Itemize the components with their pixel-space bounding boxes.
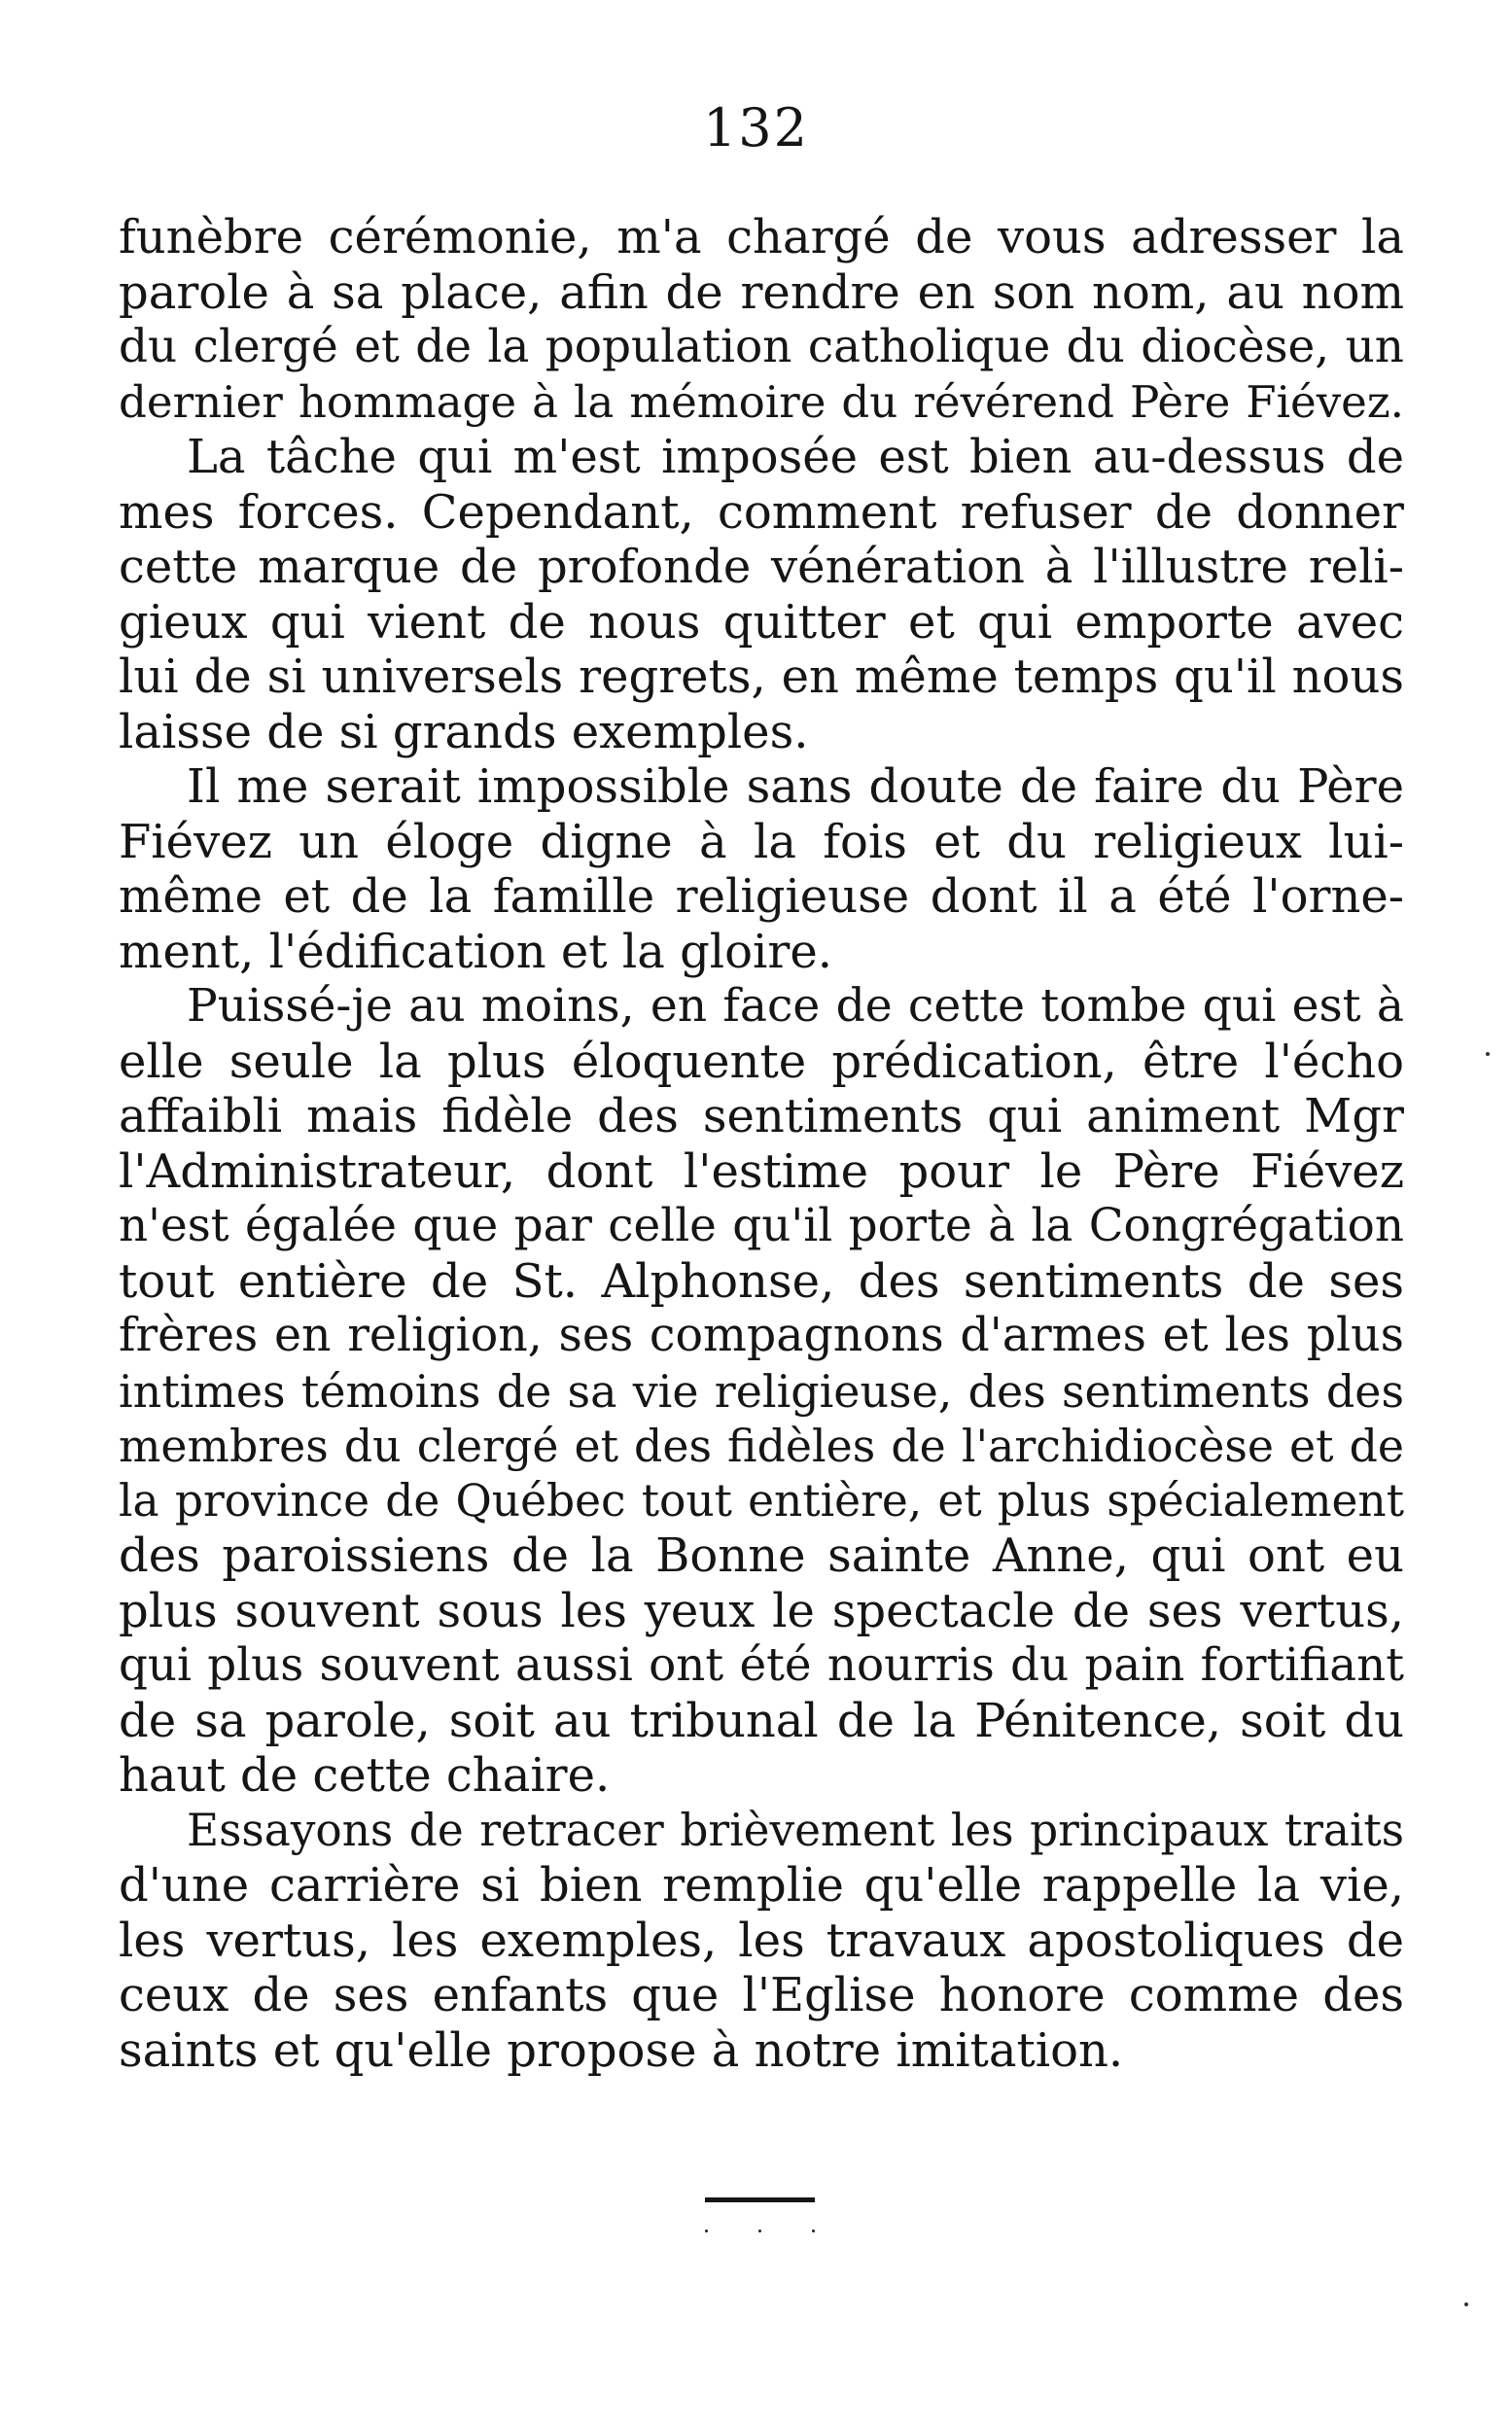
text-line: La tâche qui m'est imposée est bien au-dessus de xyxy=(187,430,1404,484)
text-line: plus souvent sous les yeux le spectacle de ses vertus, xyxy=(119,1583,1404,1638)
text-line: tout entière de St. Alphonse, des sentiments de ses xyxy=(119,1253,1404,1309)
text-line: laisse de si grands exemples. xyxy=(119,704,809,759)
text-line: du clergé et de la population catholique du diocèse, un xyxy=(119,320,1404,373)
print-specks xyxy=(705,2230,815,2233)
text-line: la province de Québec tout entière, et plus spécialement xyxy=(119,1474,1404,1527)
margin-speck xyxy=(1486,1052,1490,1056)
text-line: Il me serait impossible sans doute de faire du Père xyxy=(187,759,1404,814)
text-line: ceux de ses enfants que l'Eglise honore comme des xyxy=(119,1968,1404,2022)
text-line: ment, l'édification et la gloire. xyxy=(119,924,833,979)
text-line: Fiévez un éloge digne à la fois et du religieux lui- xyxy=(119,814,1404,869)
text-line: l'Administrateur, dont l'estime pour le Père Fiévez xyxy=(119,1143,1404,1199)
text-line: de sa parole, soit au tribunal de la Pénitence, soit du xyxy=(119,1693,1404,1748)
text-line: Essayons de retracer brièvement les principaux traits xyxy=(187,1804,1404,1856)
text-line: Puissé-je au moins, en face de cette tombe qui est à xyxy=(187,979,1404,1033)
text-line: n'est égalée que par celle qu'il porte à la Congrégation xyxy=(119,1200,1404,1252)
margin-speck xyxy=(1464,2302,1468,2306)
text-line: parole à sa place, afin de rendre en son nom, au nom xyxy=(119,264,1404,320)
text-line: haut de cette chaire. xyxy=(119,1748,611,1803)
text-line: d'une carrière si bien remplie qu'elle rappelle la vie, xyxy=(119,1858,1404,1913)
text-line: cette marque de profonde vénération à l'illustre reli- xyxy=(119,540,1404,594)
print-speck xyxy=(758,2230,761,2232)
text-line: mes forces. Cependant, comment refuser de donner xyxy=(119,484,1404,540)
text-line: affaibli mais fidèle des sentiments qui animent Mgr xyxy=(119,1089,1404,1143)
text-line: les vertus, les exemples, les travaux apostoliques de xyxy=(119,1913,1404,1968)
text-line: membres du clergé et des fidèles de l'archidiocèse et de xyxy=(119,1420,1404,1472)
text-line: même et de la famille religieuse dont il a été l'orne- xyxy=(119,869,1404,924)
body-text xyxy=(119,210,1404,2078)
text-line: qui plus souvent aussi ont été nourris du pain fortifiant xyxy=(119,1639,1404,1692)
text-line: frères en religion, ses compagnons d'armes et les plus xyxy=(119,1309,1404,1362)
text-line: saints et qu'elle propose à notre imitation. xyxy=(119,2022,1124,2078)
text-line: gieux qui vient de nous quitter et qui emporte avec xyxy=(119,594,1404,650)
print-speck xyxy=(812,2230,815,2232)
print-speck xyxy=(705,2230,708,2232)
page-number: 132 xyxy=(702,97,810,158)
text-line: lui de si universels regrets, en même temps qu'il nous xyxy=(119,650,1404,704)
text-line: elle seule la plus éloquente prédication, être l'écho xyxy=(119,1034,1404,1089)
section-rule xyxy=(705,2197,815,2202)
text-line: dernier hommage à la mémoire du révérend Père Fiévez. xyxy=(119,375,1404,428)
text-line: funèbre cérémonie, m'a chargé de vous adresser la xyxy=(119,210,1404,264)
text-line: intimes témoins de sa vie religieuse, des sentiments des xyxy=(119,1364,1404,1418)
text-line: des paroissiens de la Bonne sainte Anne, qui ont eu xyxy=(119,1528,1404,1583)
